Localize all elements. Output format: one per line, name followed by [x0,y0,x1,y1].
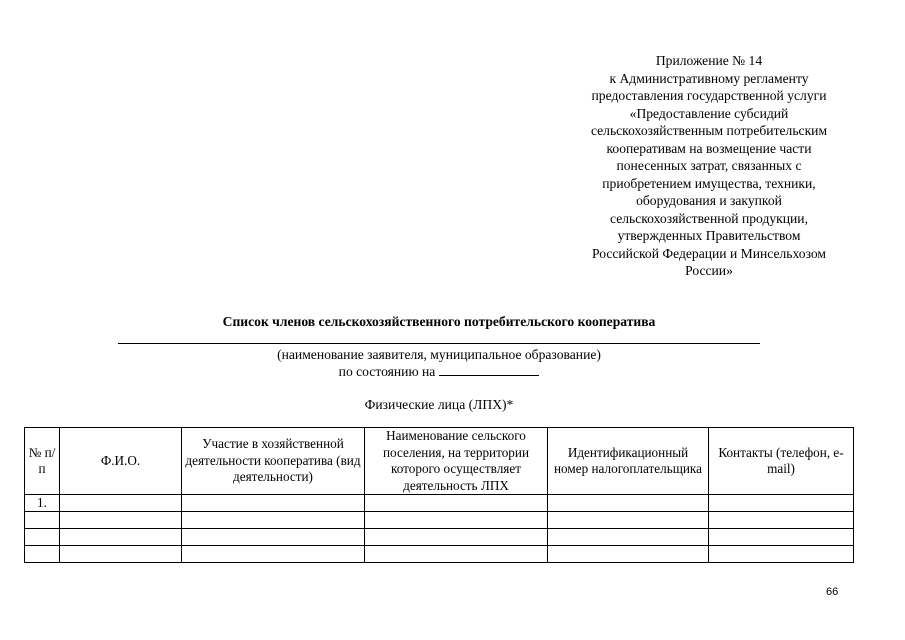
table-cell[interactable] [548,546,709,563]
appendix-header [566,52,852,280]
document-title: Список членов сельскохозяйственного потребительского кооператива [222,314,656,329]
appendix-line: кооперативам на возмещение части [606,140,812,156]
as-of-label: по состоянию на [338,364,436,379]
table-cell[interactable] [60,512,182,529]
table-cell[interactable] [60,495,182,512]
as-of-date-row [110,363,768,380]
table-cell[interactable] [709,546,854,563]
table-cell[interactable] [25,529,60,546]
column-header-contacts: Контакты (телефон, e-mail) [709,428,854,495]
appendix-line: «Предоставление субсидий [629,105,789,121]
appendix-line: сельскохозяйственной продукции, [610,210,808,226]
table-cell[interactable] [60,546,182,563]
page-number: 66 [826,586,839,598]
appendix-line: оборудования и закупкой [636,193,782,208]
table-cell[interactable] [365,529,548,546]
table-header-row [25,428,854,495]
column-header-activity: Участие в хозяйственной деятельности кооператива (вид деятельности) [182,428,365,495]
table-cell[interactable] [548,512,709,529]
applicant-name-caption: (наименование заявителя, муниципальное образование) [277,347,601,362]
appendix-line: России» [685,263,733,278]
appendix-line: приобретением имущества, техники, [602,175,816,191]
table-cell[interactable] [365,546,548,563]
table-row [25,495,854,512]
table-cell[interactable] [548,529,709,546]
table-cell[interactable] [182,495,365,512]
appendix-line: Российской Федерации и Минсельхозом [591,245,827,261]
section-title: Физические лица (ЛПХ)* [364,397,514,412]
table-cell[interactable] [709,495,854,512]
table-cell[interactable] [182,529,365,546]
appendix-line: понесенных затрат, связанных с [616,158,802,173]
appendix-line: Приложение № 14 [655,53,763,68]
appendix-line: сельскохозяйственным потребительским [590,123,828,138]
table-cell[interactable] [60,529,182,546]
table-cell[interactable] [709,529,854,546]
table-cell[interactable] [709,512,854,529]
table-cell[interactable] [548,495,709,512]
table-row [25,546,854,563]
column-header-number: № п/п [25,428,60,495]
table-cell[interactable] [365,512,548,529]
table-cell[interactable] [182,512,365,529]
members-table [24,427,854,563]
appendix-line: утвержденных Правительством [617,228,801,243]
table-row [25,512,854,529]
table-cell[interactable] [25,546,60,563]
table-cell[interactable] [25,512,60,529]
column-header-settlement: Наименование сельского поселения, на территории которого осуществляет деятельность ЛПХ [365,428,548,495]
as-of-date-blank[interactable] [439,363,539,376]
appendix-line: к Административному регламенту [609,70,809,86]
column-header-taxpayer-id: Идентификационный номер налогоплательщика [548,428,709,495]
table-row [25,529,854,546]
table-cell[interactable] [182,546,365,563]
table-cell[interactable] [365,495,548,512]
column-header-full-name: Ф.И.О. [60,428,182,495]
applicant-name-line[interactable] [118,343,760,344]
appendix-line: предоставления государственной услуги [591,88,827,103]
table-cell[interactable]: 1. [25,495,60,512]
